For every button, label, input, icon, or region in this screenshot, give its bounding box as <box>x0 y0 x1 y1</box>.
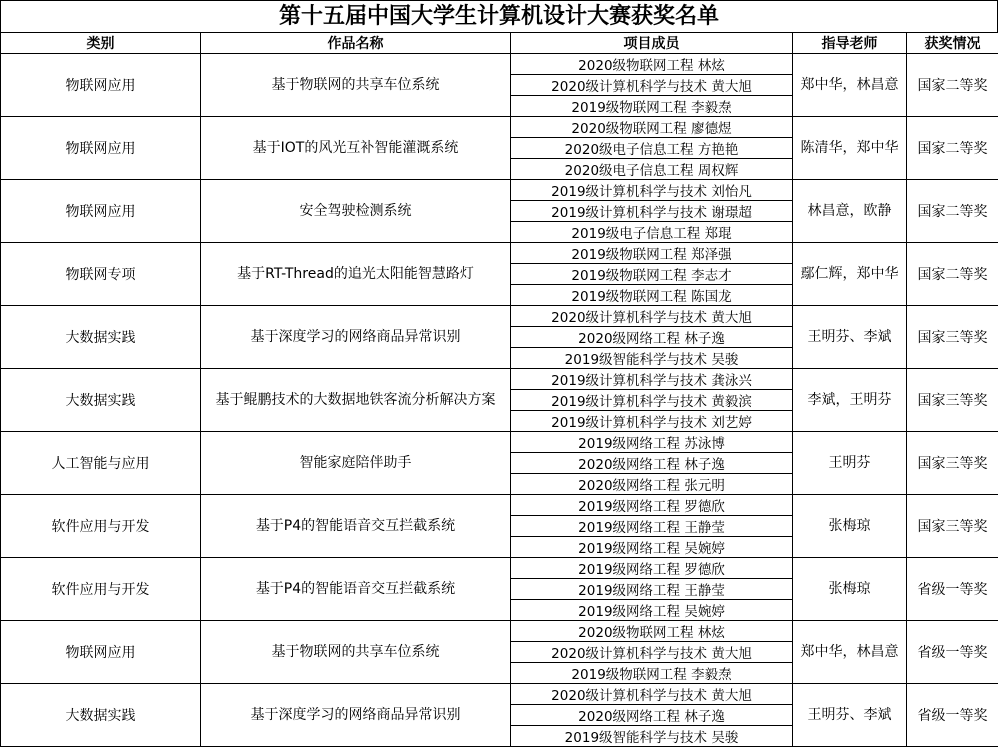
award-table <box>0 32 998 747</box>
category-cell: 大数据实践 <box>1 684 201 747</box>
member-cell: 2020级计算机科学与技术 黄大旭 <box>511 642 793 663</box>
member-cell: 2020级网络工程 林子逸 <box>511 705 793 726</box>
work-name-cell: 基于深度学习的网络商品异常识别 <box>201 684 511 747</box>
member-cell: 2020级计算机科学与技术 黄大旭 <box>511 306 793 327</box>
advisor-cell: 张梅琼 <box>793 558 907 621</box>
advisor-cell: 林昌意，欧静 <box>793 180 907 243</box>
member-cell: 2020级物联网工程 林炫 <box>511 54 793 75</box>
advisor-cell: 鄢仁辉，郑中华 <box>793 243 907 306</box>
advisor-cell: 郑中华，林昌意 <box>793 54 907 117</box>
table-row <box>1 558 998 579</box>
member-cell: 2019级物联网工程 李志才 <box>511 264 793 285</box>
award-cell: 国家二等奖 <box>907 180 998 243</box>
work-name-cell: 基于P4的智能语音交互拦截系统 <box>201 495 511 558</box>
category-cell: 物联网应用 <box>1 54 201 117</box>
member-cell: 2020级电子信息工程 方艳艳 <box>511 138 793 159</box>
award-cell: 国家三等奖 <box>907 369 998 432</box>
table-row <box>1 243 998 264</box>
advisor-cell: 王明芬、李斌 <box>793 306 907 369</box>
member-cell: 2020级网络工程 林子逸 <box>511 327 793 348</box>
category-cell: 物联网应用 <box>1 621 201 684</box>
header-advisor: 指导老师 <box>793 33 907 54</box>
table-row <box>1 117 998 138</box>
member-cell: 2019级网络工程 王静莹 <box>511 516 793 537</box>
table-row <box>1 180 998 201</box>
member-cell: 2020级计算机科学与技术 黄大旭 <box>511 75 793 96</box>
category-cell: 物联网专项 <box>1 243 201 306</box>
category-cell: 软件应用与开发 <box>1 495 201 558</box>
header-category: 类别 <box>1 33 201 54</box>
category-cell: 大数据实践 <box>1 306 201 369</box>
member-cell: 2020级物联网工程 廖德煜 <box>511 117 793 138</box>
member-cell: 2019级网络工程 吴婉婷 <box>511 600 793 621</box>
work-name-cell: 基于鲲鹏技术的大数据地铁客流分析解决方案 <box>201 369 511 432</box>
work-name-cell: 基于物联网的共享车位系统 <box>201 621 511 684</box>
category-cell: 人工智能与应用 <box>1 432 201 495</box>
table-row <box>1 621 998 642</box>
member-cell: 2019级物联网工程 陈国龙 <box>511 285 793 306</box>
member-cell: 2019级网络工程 罗德欣 <box>511 495 793 516</box>
work-name-cell: 基于物联网的共享车位系统 <box>201 54 511 117</box>
header-members: 项目成员 <box>511 33 793 54</box>
member-cell: 2019级计算机科学与技术 刘怡凡 <box>511 180 793 201</box>
award-cell: 省级一等奖 <box>907 621 998 684</box>
award-cell: 省级一等奖 <box>907 684 998 747</box>
advisor-cell: 王明芬、李斌 <box>793 684 907 747</box>
header-row <box>1 33 998 54</box>
member-cell: 2019级电子信息工程 郑琨 <box>511 222 793 243</box>
table-row <box>1 369 998 390</box>
category-cell: 物联网应用 <box>1 180 201 243</box>
award-cell: 国家三等奖 <box>907 306 998 369</box>
award-cell: 省级一等奖 <box>907 558 998 621</box>
advisor-cell: 李斌，王明芬 <box>793 369 907 432</box>
table-row <box>1 684 998 705</box>
member-cell: 2020级网络工程 林子逸 <box>511 453 793 474</box>
member-cell: 2020级电子信息工程 周权辉 <box>511 159 793 180</box>
member-cell: 2019级计算机科学与技术 黄毅滨 <box>511 390 793 411</box>
work-name-cell: 基于RT-Thread的追光太阳能智慧路灯 <box>201 243 511 306</box>
header-work: 作品名称 <box>201 33 511 54</box>
member-cell: 2020级网络工程 张元明 <box>511 474 793 495</box>
advisor-cell: 陈清华，郑中华 <box>793 117 907 180</box>
member-cell: 2019级物联网工程 李毅焘 <box>511 663 793 684</box>
work-name-cell: 基于P4的智能语音交互拦截系统 <box>201 558 511 621</box>
member-cell: 2019级计算机科学与技术 谢璟超 <box>511 201 793 222</box>
member-cell: 2020级计算机科学与技术 黄大旭 <box>511 684 793 705</box>
table-row <box>1 54 998 75</box>
header-award: 获奖情况 <box>907 33 998 54</box>
work-name-cell: 基于深度学习的网络商品异常识别 <box>201 306 511 369</box>
member-cell: 2019级计算机科学与技术 刘艺婷 <box>511 411 793 432</box>
member-cell: 2019级智能科学与技术 吴骏 <box>511 726 793 747</box>
member-cell: 2019级物联网工程 李毅焘 <box>511 96 793 117</box>
category-cell: 物联网应用 <box>1 117 201 180</box>
award-cell: 国家二等奖 <box>907 243 998 306</box>
award-cell: 国家三等奖 <box>907 495 998 558</box>
work-name-cell: 安全驾驶检测系统 <box>201 180 511 243</box>
member-cell: 2019级网络工程 王静莹 <box>511 579 793 600</box>
sheet-title: 第十五届中国大学生计算机设计大赛获奖名单 <box>0 0 998 32</box>
award-cell: 国家二等奖 <box>907 117 998 180</box>
table-row <box>1 306 998 327</box>
category-cell: 大数据实践 <box>1 369 201 432</box>
advisor-cell: 王明芬 <box>793 432 907 495</box>
member-cell: 2019级网络工程 罗德欣 <box>511 558 793 579</box>
work-name-cell: 基于IOT的风光互补智能灌溉系统 <box>201 117 511 180</box>
advisor-cell: 张梅琼 <box>793 495 907 558</box>
award-cell: 国家三等奖 <box>907 432 998 495</box>
member-cell: 2019级物联网工程 郑泽强 <box>511 243 793 264</box>
member-cell: 2019级智能科学与技术 吴骏 <box>511 348 793 369</box>
advisor-cell: 郑中华，林昌意 <box>793 621 907 684</box>
table-row <box>1 495 998 516</box>
member-cell: 2020级物联网工程 林炫 <box>511 621 793 642</box>
member-cell: 2019级计算机科学与技术 龚泳兴 <box>511 369 793 390</box>
member-cell: 2019级网络工程 吴婉婷 <box>511 537 793 558</box>
work-name-cell: 智能家庭陪伴助手 <box>201 432 511 495</box>
member-cell: 2019级网络工程 苏泳博 <box>511 432 793 453</box>
award-cell: 国家二等奖 <box>907 54 998 117</box>
award-table-body <box>1 54 998 747</box>
table-row <box>1 432 998 453</box>
category-cell: 软件应用与开发 <box>1 558 201 621</box>
